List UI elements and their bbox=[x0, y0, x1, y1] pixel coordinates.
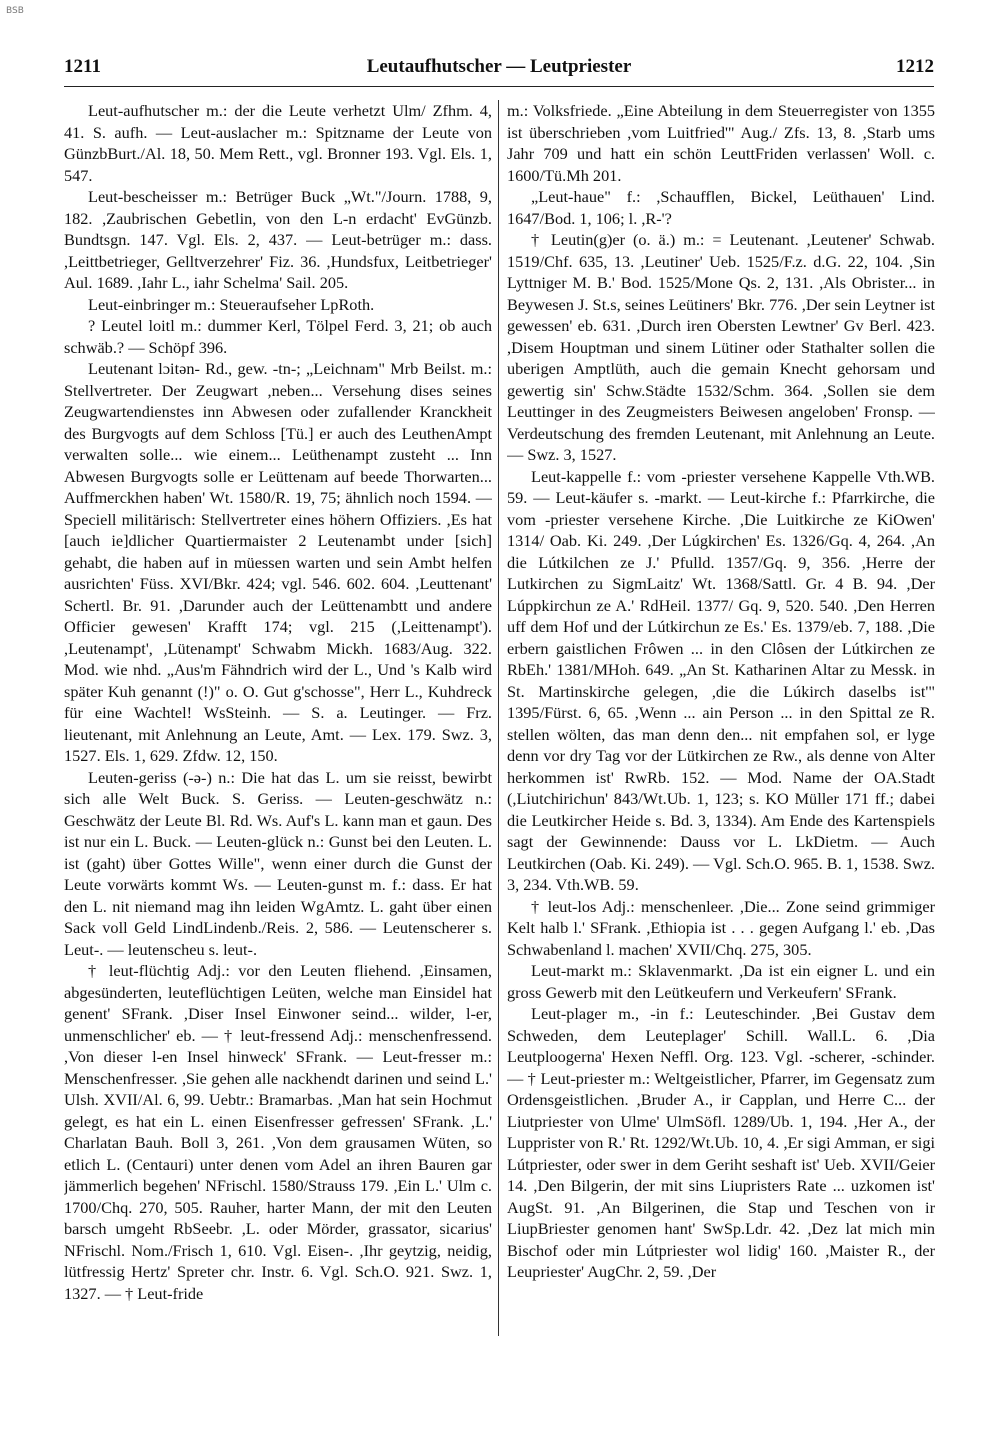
entry-leut-fride-continued: m.: Volksfriede. „Eine Abteilung in dem Steuerregister von 1355 ist überschrieben ,vom Luitfried'" Aug./ Zfs. 13, 8. ,Starb ums Jahr 709 und hatt ein schön LeuttFriden verlassen' Woll. c. 1600/Tü.Mh 201. bbox=[507, 101, 935, 185]
entry-leut-bescheisser: Leut-bescheisser m.: Betrüger Buck „Wt."/Journ. 1788, 9, 182. ,Zaubrischen Gebetlin, von den L-n erdacht' EvGünzb. Bundtsgn. 147. Vgl. Els. 2, 437. — Leut-betrüger m.: dass. ,Leittbetrieger, Gelltverzehrer' Fiz. 36. ,Hundsfux, Leitbetrieger' Aul. 1689. ,Iahr L., iahr Schelma' Sail. 205. bbox=[64, 187, 492, 292]
header-rule bbox=[64, 86, 934, 87]
left-column bbox=[64, 100, 492, 1340]
entry-leutenant: Leutenant lɔitən- Rd., gew. -tn-; „Leichnam" Mrb Beilst. m.: Stellvertreter. Der Zeugwart ,neben... Versehung dises seines Zeugwartendienstes inn Abwesen oder zufallender Kranckheit des Burgvogts auf dem Schloss [Tü.] er auch des LeuthenAmpt verwalten solle... wie einem... Leüthenampt zusteht ... Inn Abwesen Burgvogts solle er Leüttenam auf beede Thorwarten... Auffmerckhen haben' Wt. 1580/R. 19, 75; ähnlich noch 1594. — Speciell militärisch: Stellvertreter eines höhern Offiziers. ,Es hat [auch ie]dlicher Quartiermaister 2 Leutenambt under [sich] gehabt, die haben auf in müessen warten und sein Ambt helfen ausrichten' Füss. XVI/Bkr. 424; vgl. 546. 602. 604. ,Leuttenant' Schertl. Br. 91. ,Darunder auch der Leüttenambtt und andere Officier gewesen' Krafft 174; vgl. 215 (,Leittenampt'). ,Leutenampt', ,Lütenampt' Schwabm Mickh. 1683/Aug. 322. Mod. wie nhd. „Aus'm Fähndrich wird der L., Und 's Kalb wird später Kuh genannt (!)" o. O. Gut g'schosse", Herr L., Kuhdreck für eine Wachtel! WsSteinh. — S. a. Leutinger. — Frz. lieutenant, mit Anlehnung an Leute, Amt. — Lex. 179. Swz. 3, 1527. Els. 1, 629. Zfdw. 12, 150. bbox=[64, 359, 492, 765]
library-watermark: BSB bbox=[6, 6, 24, 16]
entry-leut-fluechtig: † leut-flüchtig Adj.: vor den Leuten fliehend. ,Einsamen, abgesünderten, leuteflüchtigen Leüten, welche man Einsidel hat genent' SFrank. ,Diser Insel Einwoner seind... wilder, l-er, unmenschlicher' eb. — † leut-fressend Adj.: menschenfressend. ,Von dieser l-en Insel hinweck' SFrank. — Leut-fresser m.: Menschenfresser. ,Sie gehen alle nackhendt darinen und seind L.' Ulsh. XVII/Al. 6, 99. Uebtr.: Bramarbas. ,Man hat sein Hochmut gelegt, es hat ein L. einen Eisenfresser gefressen' SFrank. ,L.' Charlatan Bauh. Boll 3, 261. ,Von dem grausamen Wüten, so etlich L. (Centauri) unter denen vom Adel an ihren Bauren gar jämmerlich begehen' NFrischl. 1580/Strauss 179. ,Ein L.' Ulm c. 1700/Chq. 270, 505. Rauher, harter Mann, der mit den Leuten barsch umgeht RbSeebr. ,L. oder Mörder, grassator, sicarius' NFrischl. Nom./Frisch 1, 610. Vgl. Eisen-. ,Ihr geytzig, neidig, lütfressig Hertz' Spreter chr. Instr. 6. Vgl. Sch.O. 921. Swz. 1, 1327. — † Leut-fride bbox=[64, 961, 492, 1303]
entry-leut-los: † leut-los Adj.: menschenleer. ,Die... Zone seind grimmiger Kelt halb l.' SFrank. ,Ethiopia ist . . . gegen Aufgang l.' eb. ,Das Schwabenland l. machen' XVII/Chq. 275, 305. bbox=[507, 896, 935, 959]
entry-leutel: ? Leutel loitl m.: dummer Kerl, Tölpel Ferd. 3, 21; ob auch schwäb.? — Schöpf 396. bbox=[64, 316, 492, 357]
page-number-right: 1212 bbox=[896, 56, 934, 77]
page-header bbox=[64, 56, 934, 82]
entry-leut-markt: Leut-markt m.: Sklavenmarkt. ,Da ist ein eigner L. und ein gross Gewerb mit den Leütkeufern und Verkeufern' SFrank. bbox=[507, 961, 935, 1002]
right-column bbox=[507, 100, 935, 1340]
entry-leut-haue: „Leut-haue" f.: ,Schaufflen, Bickel, Leüthauen' Lind. 1647/Bod. 1, 106; l. ,R-'? bbox=[507, 187, 935, 228]
entry-leut-aufhutscher: Leut-aufhutscher m.: der die Leute verhetzt Ulm/ Zfhm. 4, 41. S. aufh. — Leut-auslacher m.: Spitzname der Leute von GünzbBurt./Al. 18, 50. Mem Rett., vgl. Bronner 193. Vgl. Els. 1, 547. bbox=[64, 101, 492, 185]
entry-leut-plager: Leut-plager m., -in f.: Leuteschinder. ,Bei Gustav dem Schweden, dem Leuteplager' Schill. Wall.L. 6. ,Dia Leutploogerna' Hexen Neffl. Org. 123. Vgl. -scherer, -schinder. — † Leut-priester m.: Weltgeistlicher, Pfarrer, im Gegensatz zum Ordensgeistlichen. ,Bruder A., ir Capplan, und Herre C... der Liutpriester von Ulme' UlmSöfl. 1289/Ub. 1, 194. ,Her A., der Lupprister von R.' Rt. 1292/Wt.Ub. 10, 4. ,Er sigi Amman, er sigi Lútpriester, oder swer in dem Geriht seshaft ist' Ueb. XVII/Geier 14. ,Den Bilgerin, der mit sins Liupristers Rate ... uzkomen ist' AugSt. 91. ,An Bilgerinen, die Stap und Teschen von ir LiupBriester genomen hant' SwSp.Ldr. 42. ,Dez lat mich min Bischof oder min Lútpriester wol lidig' 160. ,Maister R., der Leupriester' AugChr. 2, 59. ,Der bbox=[507, 1004, 935, 1281]
entry-leut-kappelle: Leut-kappelle f.: vom -priester versehene Kappelle Vth.WB. 59. — Leut-käufer s. -markt. — Leut-kirche f.: Pfarrkirche, die vom -priester versehene Kirche. ,Die Luitkirche ze KiOwen' 1314/ Oab. Ki. 249. ,Der Lúgkirchen' Es. 1326/Gq. 4, 264. ,An die Lútkilchen ze J.' Pfulld. 1357/Gq. 9, 356. ,Herre der Lutkirchen zu SigmLaitz' Wt. 1368/Sattl. Gr. 4 B. 94. ,Der Lúppkirchun ze A.' RdHeil. 1377/ Gq. 9, 520. 540. ,Den Herren uff dem Hof und der Lútkirchun ze Es.' Es. 1379/eb. 7, 188. ,Die erbern gaistlichen Frôwen ... in den Clôsen der Lútkirchen ze RbEh.' 1381/MHoh. 649. „An St. Katharinen Altar zu Messk. in St. Martinskirche gelegen, ,die die Lúkirch daselbs ist'" 1395/Fürst. 6, 65. ,Wenn ... ain Person ... in den Spittal ze R. stellen wölten, das man denn den... nit empfahen sol, er lyge denn vor dry Tag vor der Lütkirchen ze Rw., als denne von Alter herkommen ist' RwRb. 152. — Mod. Name der OA.Stadt (,Liutchirichun' 843/Wt.Ub. 1, 123; s. KO Müller 171 ff.; dabei die Leutkircher Heide s. Bd. 3, 1334). Am Ende des Kartenspiels sagt der Gewinnende: Dauss vor L. LkDietm. — Auch Leutkirchen (Oab. Ki. 249). — Vgl. Sch.O. 965. B. 1, 1538. Swz. 3, 234. Vth.WB. 59. bbox=[507, 466, 935, 894]
page-number-left: 1211 bbox=[64, 56, 101, 77]
entry-leutinger: † Leutin(g)er (o. ä.) m.: = Leutenant. ,Leutener' Schwab. 1519/Chf. 635, 13. ,Leutiner' Ueb. 1525/F.z. d.G. 22, 104. ,Sin Lyttniger M. B.' Bod. 1525/Mone Qs. 2, 131. ,Als Obrister... in Beywesen J. St.s, seines Leütiners' Bkr. 776. ,Der sein Leytner ist gewessen' eb. 631. ,Durch iren Obersten Lewtner' Gv Berl. 423. ,Disem Houptman und sinem Lütiner oder Stathalter sollen die uberigen Amptlüth, auch die gemain Knecht gehorsam und gewertig sin' Schw.Städte 1532/Schm. 364. ,Sollen sie dem Leuttinger in des Zeugmeisters Beiwesen angeloben' Fronsp. — Verdeutschung des fremden Leutenant, mit Anlehnung an Leute. — Swz. 3, 1527. bbox=[507, 230, 935, 464]
entry-leuten-geriss: Leuten-geriss (-ə-) n.: Die hat das L. um sie reisst, bewirbt sich alle Welt Buck. S. Geriss. — Leuten-geschwätz n.: Geschwätz der Leute Bl. Rd. Ws. Auf's L. kann man et gaun. Des ist nur ein L. Buck. — Leuten-glück n.: Gunst bei den Leuten. L. ist (gaht) über Gottes Wille", wenn einer durch die Gunst der Leute vorwärts kommt Ws. — Leuten-gunst m. f.: dass. Er hat den L. nit niemand mag ihn leiden WgAmtz. L. gaht über einen Sack voll Geld LindLindenb./Reis. 2, 586. — Leutenscherer s. Leut-. — leutenscheu s. leut-. bbox=[64, 767, 492, 959]
running-title: Leutaufhutscher — Leutpriester bbox=[366, 56, 632, 77]
column-divider bbox=[498, 100, 499, 1336]
entry-leut-einbringer: Leut-einbringer m.: Steueraufseher LpRoth. bbox=[88, 294, 375, 314]
